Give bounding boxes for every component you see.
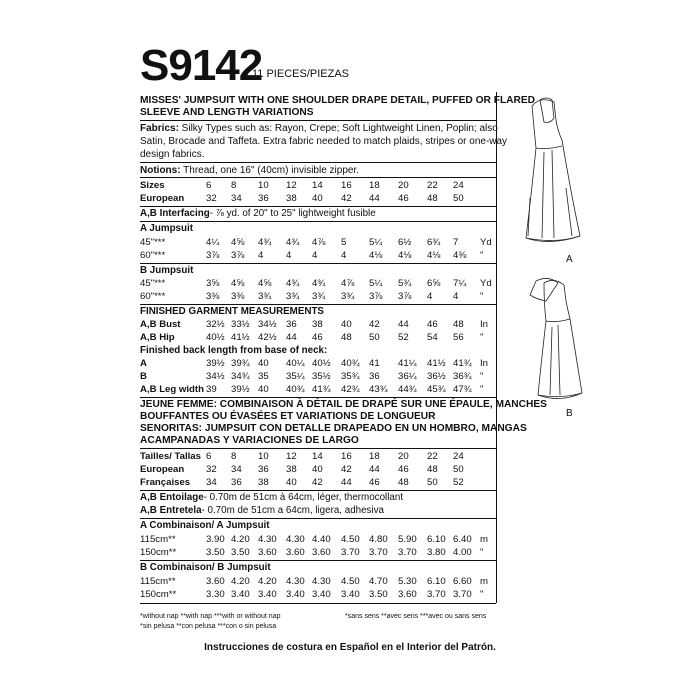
row-value: 5¼ bbox=[369, 278, 383, 289]
pattern-number: S9142 bbox=[140, 41, 263, 90]
row-value: 4⅝ bbox=[258, 278, 272, 289]
row-value: 3.50 bbox=[369, 589, 388, 600]
row-value: 34 bbox=[206, 477, 217, 488]
row-value: 32½ bbox=[206, 319, 225, 330]
row-value: 32 bbox=[206, 193, 217, 204]
row-value: 3⅞ bbox=[206, 250, 220, 261]
row-value: 5 bbox=[341, 237, 347, 248]
row-value: 4¾ bbox=[258, 237, 272, 248]
row-value: 40 bbox=[341, 319, 352, 330]
row-value: 18 bbox=[369, 180, 380, 191]
row-value: 4.70 bbox=[369, 576, 388, 587]
row-value: 3.40 bbox=[312, 589, 331, 600]
row-value: 6¾ bbox=[427, 237, 441, 248]
row-value: 52 bbox=[398, 332, 409, 343]
row-value: 3.70 bbox=[341, 547, 360, 558]
row-value: 4.40 bbox=[312, 534, 331, 545]
row-label: Françaises bbox=[140, 477, 191, 488]
row-value: 34¾ bbox=[231, 371, 250, 382]
row-value: 20 bbox=[398, 180, 409, 191]
row-value: 42½ bbox=[258, 332, 277, 343]
row-value: 3.70 bbox=[398, 547, 417, 558]
row-value: 41½ bbox=[231, 332, 250, 343]
row-value: 45¾ bbox=[427, 384, 446, 395]
row-value: 3⅞ bbox=[231, 250, 245, 261]
row-value: 3.80 bbox=[427, 547, 446, 558]
row-value: 4.20 bbox=[231, 534, 250, 545]
row-value: 40½ bbox=[206, 332, 225, 343]
row-value: 3.40 bbox=[286, 589, 305, 600]
row-label: 115cm** bbox=[140, 576, 176, 587]
jumpsuit-a-illustration bbox=[510, 88, 590, 253]
b-150-row bbox=[140, 588, 496, 601]
row-value: 35¾ bbox=[341, 371, 360, 382]
row-value: 48 bbox=[453, 319, 464, 330]
row-value: 42¾ bbox=[341, 384, 360, 395]
row-value: 41¾ bbox=[453, 358, 472, 369]
row-value: 4⅛ bbox=[369, 250, 383, 261]
row-value: 50 bbox=[369, 332, 380, 343]
row-value: 10 bbox=[258, 451, 269, 462]
row-value: 40 bbox=[258, 384, 269, 395]
row-label: European bbox=[140, 193, 185, 204]
row-value: 35½ bbox=[312, 371, 331, 382]
row-value: 3.70 bbox=[427, 589, 446, 600]
interfacing-label: A,B Interfacing bbox=[140, 208, 210, 219]
row-value: 4¾ bbox=[286, 278, 300, 289]
row-value: 4.30 bbox=[258, 534, 277, 545]
row-value: 34½ bbox=[258, 319, 277, 330]
row-value: 6 bbox=[206, 180, 212, 191]
row-value: 50 bbox=[427, 477, 438, 488]
row-value: 3.60 bbox=[312, 547, 331, 558]
row-value: 5.90 bbox=[398, 534, 417, 545]
b-115-row bbox=[140, 575, 496, 588]
row-label: Tailles/ Tallas bbox=[140, 451, 201, 462]
row-value: 4 bbox=[427, 291, 433, 302]
row-value: 4¼ bbox=[206, 237, 220, 248]
row-value: 3⅞ bbox=[398, 291, 412, 302]
row-label: 45"*** bbox=[140, 278, 166, 289]
row-value: 5¾ bbox=[398, 278, 412, 289]
row-value: 36 bbox=[286, 319, 297, 330]
row-unit: " bbox=[480, 371, 484, 382]
pieces-count: 11 PIECES/PIEZAS bbox=[252, 68, 350, 80]
figure-b-label: B bbox=[566, 408, 573, 419]
row-value: 4 bbox=[312, 250, 318, 261]
row-label: B bbox=[140, 371, 147, 382]
notions: Notions: Thread, one 16" (40cm) invisible zipper. bbox=[140, 165, 360, 176]
francaises-row bbox=[140, 476, 496, 489]
row-label: 115cm** bbox=[140, 534, 176, 545]
row-value: 4 bbox=[341, 250, 347, 261]
row-value: 4⅝ bbox=[231, 278, 245, 289]
row-value: 3⅝ bbox=[206, 278, 220, 289]
jumpsuit-b-illustration bbox=[518, 275, 598, 405]
row-label: 60"*** bbox=[140, 291, 166, 302]
nap-notes-english: *without nap **with nap ***with or without nap bbox=[140, 613, 281, 620]
row-value: 24 bbox=[453, 451, 464, 462]
row-value: 6⅝ bbox=[427, 278, 441, 289]
entoilage-row bbox=[140, 491, 403, 504]
row-value: 50 bbox=[453, 193, 464, 204]
row-value: 4.30 bbox=[286, 576, 305, 587]
row-value: 7 bbox=[453, 237, 459, 248]
row-value: 4⅛ bbox=[398, 250, 412, 261]
row-value: 40¾ bbox=[341, 358, 360, 369]
row-value: 24 bbox=[453, 180, 464, 191]
entoilage-text: - 0.70m de 51cm à 64cm, léger, thermocollant bbox=[203, 492, 403, 503]
row-value: 18 bbox=[369, 451, 380, 462]
row-value: 36¾ bbox=[453, 371, 472, 382]
row-value: 3.60 bbox=[258, 547, 277, 558]
b-45-row bbox=[140, 277, 496, 290]
row-value: 3.90 bbox=[206, 534, 225, 545]
row-unit: In bbox=[480, 319, 489, 330]
row-unit: " bbox=[480, 589, 484, 600]
row-value: 34 bbox=[231, 193, 242, 204]
row-value: 6.40 bbox=[453, 534, 472, 545]
row-label: A,B Hip bbox=[140, 332, 175, 343]
french-title-line2: BOUFFANTES OU ÉVASÉES ET VARIATIONS DE LONGUEUR bbox=[140, 411, 436, 422]
bust-row bbox=[140, 318, 496, 331]
row-value: 44 bbox=[341, 477, 352, 488]
row-value: 6.10 bbox=[427, 576, 446, 587]
row-value: 41 bbox=[369, 358, 380, 369]
entretela-label: A,B Entretela bbox=[140, 505, 202, 516]
spanish-title-line4: ACAMPANADAS Y VARIACIONES DE LARGO bbox=[140, 435, 359, 446]
row-value: 3⅜ bbox=[206, 291, 220, 302]
notions-label: Notions: bbox=[140, 165, 181, 176]
row-value: 3⅞ bbox=[369, 291, 383, 302]
row-unit: " bbox=[480, 547, 484, 558]
interfacing-row bbox=[140, 207, 376, 220]
row-value: 38 bbox=[286, 464, 297, 475]
row-value: 40¼ bbox=[286, 358, 305, 369]
row-value: 46 bbox=[398, 193, 409, 204]
leg-width-row bbox=[140, 383, 496, 396]
row-value: 4.80 bbox=[369, 534, 388, 545]
row-value: 4.00 bbox=[453, 547, 472, 558]
row-value: 16 bbox=[341, 451, 352, 462]
row-value: 3¾ bbox=[341, 291, 355, 302]
row-value: 36 bbox=[258, 193, 269, 204]
row-value: 36½ bbox=[427, 371, 446, 382]
row-label: A bbox=[140, 358, 147, 369]
european-metric-row bbox=[140, 463, 496, 476]
table-right-border bbox=[496, 92, 497, 603]
row-value: 6½ bbox=[398, 237, 412, 248]
row-value: 3.30 bbox=[206, 589, 225, 600]
english-title-line1: MISSES' JUMPSUIT WITH ONE SHOULDER DRAPE DETAIL, PUFFED OR FLARED bbox=[140, 95, 536, 106]
fabrics-line1: Fabrics: Silky Types such as: Rayon, Crepe; Soft Lightweight Linen, Poplin; also bbox=[140, 123, 498, 134]
row-value: 38 bbox=[258, 477, 269, 488]
back-length-heading: Finished back length from base of neck: bbox=[140, 345, 328, 356]
row-value: 48 bbox=[427, 193, 438, 204]
row-value: 46 bbox=[398, 464, 409, 475]
row-value: 4⅜ bbox=[453, 250, 467, 261]
a-60-row bbox=[140, 249, 496, 262]
row-value: 5.30 bbox=[398, 576, 417, 587]
row-value: 3.50 bbox=[206, 547, 225, 558]
row-value: 12 bbox=[286, 451, 297, 462]
row-value: 34 bbox=[231, 464, 242, 475]
a-jumpsuit-heading: A Jumpsuit bbox=[140, 223, 193, 234]
row-value: 12 bbox=[286, 180, 297, 191]
row-value: 3¾ bbox=[312, 291, 326, 302]
french-title-line1: JEUNE FEMME: COMBINAISON À DÉTAIL DE DRAPÉ SUR UNE ÉPAULE, MANCHES bbox=[140, 399, 547, 410]
row-value: 36 bbox=[231, 477, 242, 488]
row-value: 42 bbox=[312, 477, 323, 488]
row-value: 20 bbox=[398, 451, 409, 462]
interfacing-text: - ⅞ yd. of 20" to 25" lightweight fusible bbox=[209, 208, 376, 219]
row-unit: " bbox=[480, 291, 484, 302]
a-115-row bbox=[140, 533, 496, 546]
row-value: 6 bbox=[206, 451, 212, 462]
row-value: 3.60 bbox=[286, 547, 305, 558]
fabrics-label: Fabrics: bbox=[140, 123, 179, 134]
hip-row bbox=[140, 331, 496, 344]
a-combinaison-heading: A Combinaison/ A Jumpsuit bbox=[140, 520, 270, 531]
row-value: 40 bbox=[258, 358, 269, 369]
nap-notes-french: *sans sens **avec sens ***avec ou sans sens bbox=[345, 613, 487, 620]
row-unit: In bbox=[480, 358, 489, 369]
row-value: 46 bbox=[369, 477, 380, 488]
row-value: 10 bbox=[258, 180, 269, 191]
b-combinaison-heading: B Combinaison/ B Jumpsuit bbox=[140, 562, 271, 573]
entretela-row bbox=[140, 504, 384, 517]
row-value: 16 bbox=[341, 180, 352, 191]
row-value: 3¾ bbox=[286, 291, 300, 302]
row-label: A,B Leg width bbox=[140, 384, 204, 395]
row-value: 41¾ bbox=[312, 384, 331, 395]
row-value: 6.10 bbox=[427, 534, 446, 545]
row-value: 35¼ bbox=[286, 371, 305, 382]
row-value: 8 bbox=[231, 451, 237, 462]
row-value: 48 bbox=[341, 332, 352, 343]
fabrics-line3: design fabrics. bbox=[140, 149, 205, 160]
spanish-title-line3: SENORITAS: JUMPSUIT CON DETALLE DRAPEADO EN UN HOMBRO, MANGAS bbox=[140, 423, 527, 434]
row-value: 41¼ bbox=[398, 358, 417, 369]
row-value: 4 bbox=[286, 250, 292, 261]
tailles-row bbox=[140, 450, 496, 463]
b-60-row bbox=[140, 290, 496, 303]
row-value: 3.40 bbox=[231, 589, 250, 600]
row-value: 44¾ bbox=[398, 384, 417, 395]
row-value: 40¾ bbox=[286, 384, 305, 395]
row-unit: m bbox=[480, 534, 488, 545]
row-unit: " bbox=[480, 250, 484, 261]
row-unit: " bbox=[480, 384, 484, 395]
row-value: 5¼ bbox=[369, 237, 383, 248]
row-value: 41½ bbox=[427, 358, 446, 369]
row-value: 46 bbox=[312, 332, 323, 343]
row-value: 14 bbox=[312, 180, 323, 191]
sizes-row bbox=[140, 179, 496, 192]
row-value: 48 bbox=[427, 464, 438, 475]
row-value: 4⅛ bbox=[427, 250, 441, 261]
row-label: Sizes bbox=[140, 180, 165, 191]
a-150-row bbox=[140, 546, 496, 559]
row-value: 3.40 bbox=[258, 589, 277, 600]
row-value: 3.70 bbox=[369, 547, 388, 558]
row-value: 4 bbox=[258, 250, 264, 261]
spanish-instructions-note: Instrucciones de costura en Español en el Interior del Patrón. bbox=[204, 642, 496, 653]
row-label: 150cm** bbox=[140, 547, 177, 558]
row-value: 6.60 bbox=[453, 576, 472, 587]
row-value: 3.60 bbox=[398, 589, 417, 600]
row-value: 56 bbox=[453, 332, 464, 343]
row-value: 3⅜ bbox=[231, 291, 245, 302]
row-value: 36 bbox=[369, 371, 380, 382]
row-label: European bbox=[140, 464, 185, 475]
row-value: 34½ bbox=[206, 371, 225, 382]
entretela-text: - 0.70m de 51cm a 64cm, ligera, adhesiva bbox=[201, 505, 384, 516]
row-value: 33½ bbox=[231, 319, 250, 330]
row-value: 38 bbox=[286, 193, 297, 204]
english-title-line2: SLEEVE AND LENGTH VARIATIONS bbox=[140, 107, 314, 118]
row-value: 39¾ bbox=[231, 358, 250, 369]
row-label: 45"*** bbox=[140, 237, 166, 248]
row-value: 36¼ bbox=[398, 371, 417, 382]
row-label: 150cm** bbox=[140, 589, 177, 600]
row-value: 47¾ bbox=[453, 384, 472, 395]
row-unit: m bbox=[480, 576, 488, 587]
row-value: 4¾ bbox=[286, 237, 300, 248]
row-value: 42 bbox=[341, 193, 352, 204]
b-jumpsuit-heading: B Jumpsuit bbox=[140, 265, 194, 276]
row-unit: " bbox=[480, 332, 484, 343]
row-value: 4.20 bbox=[231, 576, 250, 587]
row-value: 39½ bbox=[231, 384, 250, 395]
row-value: 43¾ bbox=[369, 384, 388, 395]
row-value: 44 bbox=[369, 464, 380, 475]
row-value: 4⅝ bbox=[231, 237, 245, 248]
row-value: 4.50 bbox=[341, 534, 360, 545]
row-value: 8 bbox=[231, 180, 237, 191]
row-label: 60"*** bbox=[140, 250, 166, 261]
row-value: 36 bbox=[258, 464, 269, 475]
row-value: 50 bbox=[453, 464, 464, 475]
row-unit: Yd bbox=[480, 237, 492, 248]
fabrics-line2: Satin, Brocade and Taffeta. Extra fabric needed to match plaids, stripes or one-way bbox=[140, 136, 508, 147]
row-value: 40½ bbox=[312, 358, 331, 369]
row-value: 7¼ bbox=[453, 278, 467, 289]
figure-a-label: A bbox=[566, 254, 573, 265]
row-label: A,B Bust bbox=[140, 319, 181, 330]
nap-notes-spanish: *sin pelusa **con pelusa ***con o sin pelusa bbox=[140, 623, 277, 630]
row-value: 44 bbox=[398, 319, 409, 330]
row-value: 40 bbox=[312, 464, 323, 475]
back-length-b-row bbox=[140, 370, 496, 383]
row-value: 35 bbox=[258, 371, 269, 382]
a-45-row bbox=[140, 236, 496, 249]
row-value: 44 bbox=[286, 332, 297, 343]
row-value: 4.20 bbox=[258, 576, 277, 587]
row-value: 39½ bbox=[206, 358, 225, 369]
row-value: 46 bbox=[427, 319, 438, 330]
row-value: 4⅞ bbox=[341, 278, 355, 289]
row-value: 4.30 bbox=[286, 534, 305, 545]
entoilage-label: A,B Entoilage bbox=[140, 492, 204, 503]
back-length-a-row bbox=[140, 357, 496, 370]
row-value: 3¾ bbox=[258, 291, 272, 302]
row-value: 4⅞ bbox=[312, 237, 326, 248]
row-value: 42 bbox=[341, 464, 352, 475]
row-value: 3.50 bbox=[231, 547, 250, 558]
row-value: 3.60 bbox=[206, 576, 225, 587]
row-value: 3.70 bbox=[453, 589, 472, 600]
row-unit: Yd bbox=[480, 278, 492, 289]
row-value: 38 bbox=[312, 319, 323, 330]
finished-measurements-heading: FINISHED GARMENT MEASUREMENTS bbox=[140, 306, 324, 317]
row-value: 40 bbox=[286, 477, 297, 488]
row-value: 52 bbox=[453, 477, 464, 488]
row-value: 4¾ bbox=[312, 278, 326, 289]
row-value: 4.50 bbox=[341, 576, 360, 587]
row-value: 3.40 bbox=[341, 589, 360, 600]
row-value: 32 bbox=[206, 464, 217, 475]
row-value: 4.30 bbox=[312, 576, 331, 587]
row-value: 14 bbox=[312, 451, 323, 462]
row-value: 40 bbox=[312, 193, 323, 204]
row-value: 54 bbox=[427, 332, 438, 343]
row-value: 22 bbox=[427, 451, 438, 462]
row-value: 48 bbox=[398, 477, 409, 488]
row-value: 44 bbox=[369, 193, 380, 204]
row-value: 4 bbox=[453, 291, 459, 302]
row-value: 22 bbox=[427, 180, 438, 191]
row-value: 39 bbox=[206, 384, 217, 395]
row-value: 42 bbox=[369, 319, 380, 330]
european-row bbox=[140, 192, 496, 205]
